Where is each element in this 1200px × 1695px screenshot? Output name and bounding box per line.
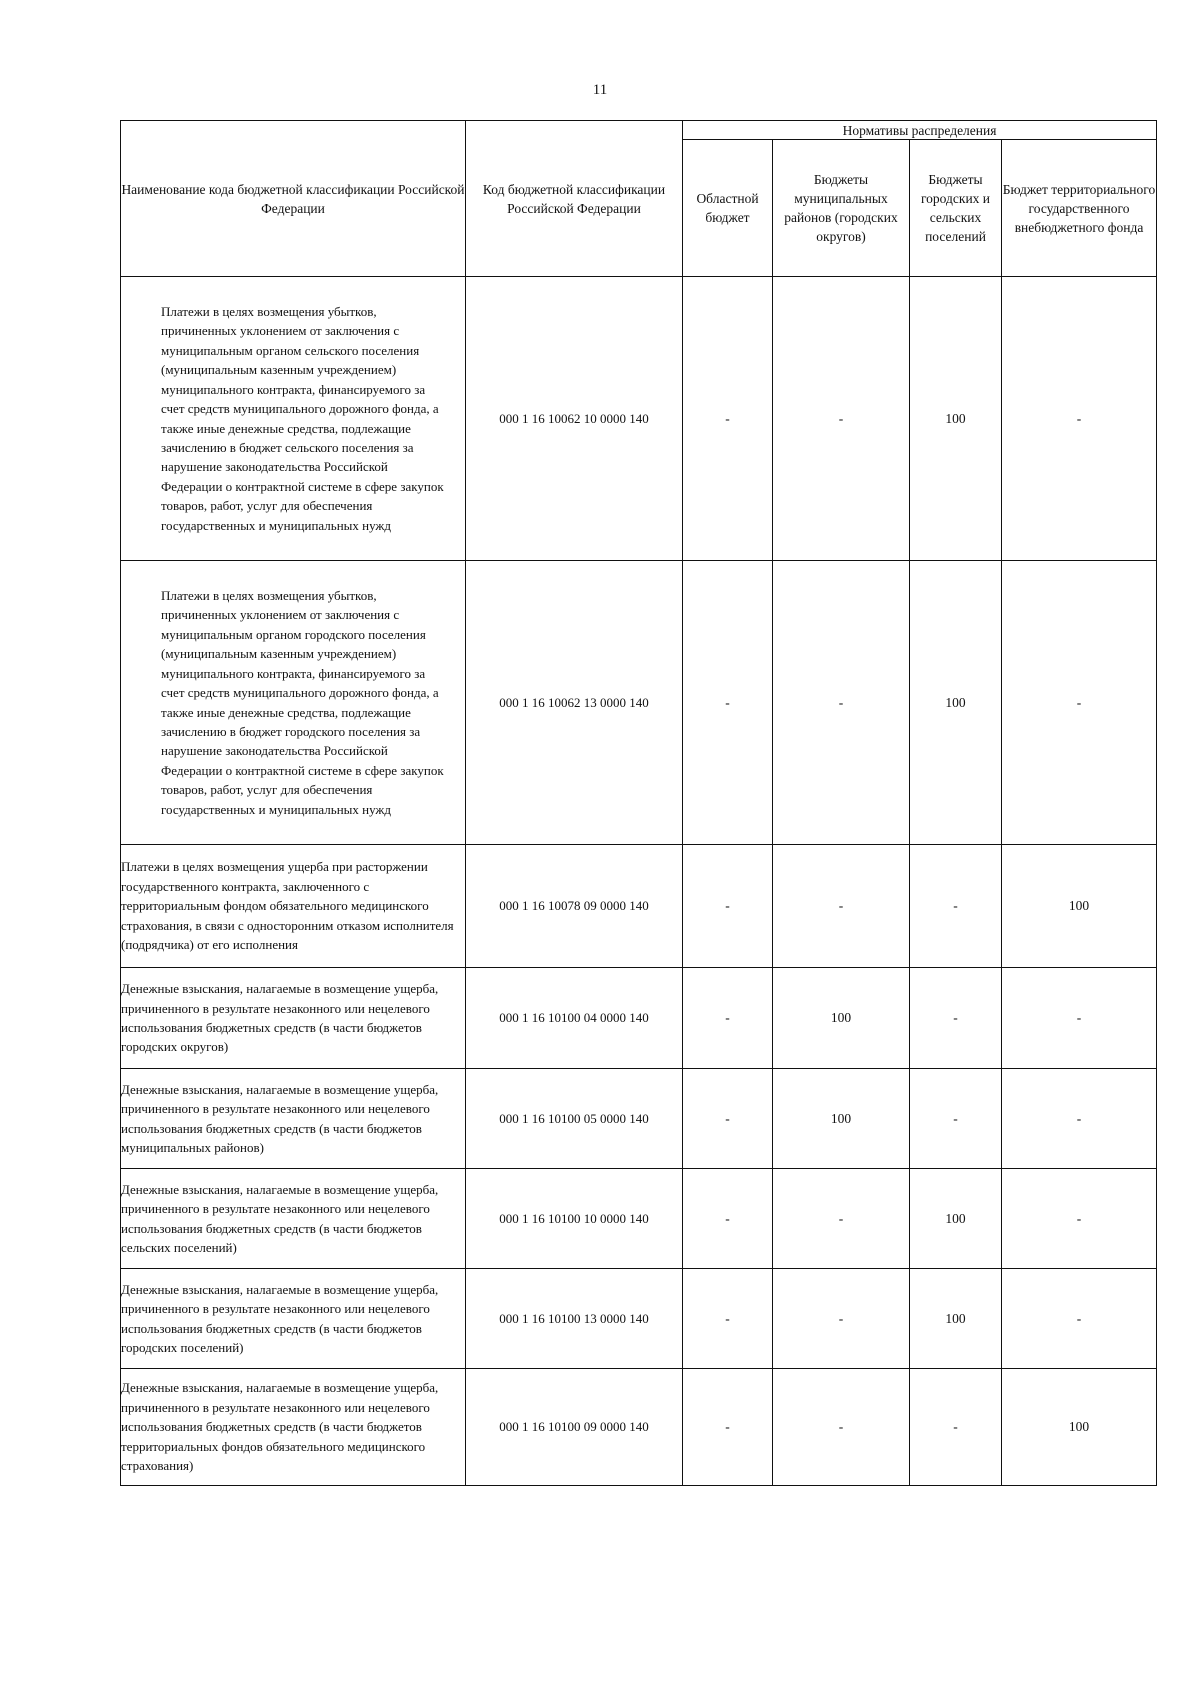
row-fund: - [1002,968,1157,1069]
table-row [121,1069,1157,1169]
row-code: 000 1 16 10062 13 0000 140 [466,561,683,845]
row-settlements: 100 [910,1269,1002,1369]
row-name: Платежи в целях возмещения убытков, причиненных уклонением от заключения с муниципальным органом городского поселения (муниципальным казенным учреждением) муниципального контракта, финансируемого за счет средств муниципального дорожного фонда, а также иные денежные средства, подлежащие зачислению в бюджет городского поселения за нарушение законодательства Российской Федерации о контрактной системе в сфере закупок товаров, работ, услуг для обеспечения государственных и муниципальных нужд [121,561,466,845]
row-settlements: - [910,845,1002,968]
row-fund: - [1002,1069,1157,1169]
distribution-table [120,120,1157,1486]
row-name: Платежи в целях возмещения ущерба при расторжении государственного контракта, заключенного с территориальным фондом обязательного медицинского страхования, в связи с односторонним отказом исполнителя (подрядчика) от его исполнения [121,845,466,968]
row-municipal: - [773,277,910,561]
row-fund: - [1002,1169,1157,1269]
row-regional: - [683,845,773,968]
row-regional: - [683,561,773,845]
row-municipal: - [773,845,910,968]
header-settlements: Бюджеты городских и сельских поселений [910,140,1002,277]
table-row [121,1269,1157,1369]
row-municipal: - [773,561,910,845]
row-municipal: 100 [773,1069,910,1169]
row-regional: - [683,1269,773,1369]
row-fund: 100 [1002,845,1157,968]
table-row [121,1169,1157,1269]
header-code: Код бюджетной классификации Российской Федерации [466,121,683,277]
row-code: 000 1 16 10100 10 0000 140 [466,1169,683,1269]
row-settlements: - [910,968,1002,1069]
table-row [121,968,1157,1069]
row-settlements: 100 [910,277,1002,561]
row-settlements: 100 [910,561,1002,845]
row-code: 000 1 16 10100 09 0000 140 [466,1369,683,1486]
header-name: Наименование кода бюджетной классификации Российской Федерации [121,121,466,277]
table-row [121,277,1157,561]
page-number: 11 [592,82,608,98]
row-municipal: 100 [773,968,910,1069]
table-row [121,561,1157,845]
row-code: 000 1 16 10062 10 0000 140 [466,277,683,561]
row-name: Денежные взыскания, налагаемые в возмещение ущерба, причиненного в результате незаконного или нецелевого использования бюджетных средств (в части бюджетов сельских поселений) [121,1169,466,1269]
row-name: Платежи в целях возмещения убытков, причиненных уклонением от заключения с муниципальным органом сельского поселения (муниципальным казенным учреждением) муниципального контракта, финансируемого за счет средств муниципального дорожного фонда, а также иные денежные средства, подлежащие зачислению в бюджет сельского поселения за нарушение законодательства Российской Федерации о контрактной системе в сфере закупок товаров, работ, услуг для обеспечения государственных и муниципальных нужд [121,277,466,561]
table-row [121,845,1157,968]
row-regional: - [683,1369,773,1486]
row-regional: - [683,277,773,561]
row-regional: - [683,1169,773,1269]
row-fund: - [1002,1269,1157,1369]
row-settlements: - [910,1369,1002,1486]
row-fund: 100 [1002,1369,1157,1486]
row-code: 000 1 16 10100 05 0000 140 [466,1069,683,1169]
row-name: Денежные взыскания, налагаемые в возмещение ущерба, причиненного в результате незаконного или нецелевого использования бюджетных средств (в части бюджетов городских округов) [121,968,466,1069]
row-regional: - [683,968,773,1069]
table-row [121,1369,1157,1486]
row-code: 000 1 16 10100 04 0000 140 [466,968,683,1069]
row-name: Денежные взыскания, налагаемые в возмещение ущерба, причиненного в результате незаконного или нецелевого использования бюджетных средств (в части бюджетов муниципальных районов) [121,1069,466,1169]
row-code: 000 1 16 10078 09 0000 140 [466,845,683,968]
header-regional: Областной бюджет [683,140,773,277]
row-regional: - [683,1069,773,1169]
header-row-top [121,121,1157,140]
row-code: 000 1 16 10100 13 0000 140 [466,1269,683,1369]
row-municipal: - [773,1269,910,1369]
row-name: Денежные взыскания, налагаемые в возмещение ущерба, причиненного в результате незаконного или нецелевого использования бюджетных средств (в части бюджетов городских поселений) [121,1269,466,1369]
header-municipal: Бюджеты муниципальных районов (городских округов) [773,140,910,277]
row-settlements: 100 [910,1169,1002,1269]
row-name: Денежные взыскания, налагаемые в возмещение ущерба, причиненного в результате незаконного или нецелевого использования бюджетных средств (в части бюджетов территориальных фондов обязательного медицинского страхования) [121,1369,466,1486]
header-distribution-group: Нормативы распределения [683,121,1157,140]
row-municipal: - [773,1369,910,1486]
row-settlements: - [910,1069,1002,1169]
row-municipal: - [773,1169,910,1269]
row-fund: - [1002,277,1157,561]
row-fund: - [1002,561,1157,845]
header-fund: Бюджет территориального государственного внебюджетного фонда [1002,140,1157,277]
